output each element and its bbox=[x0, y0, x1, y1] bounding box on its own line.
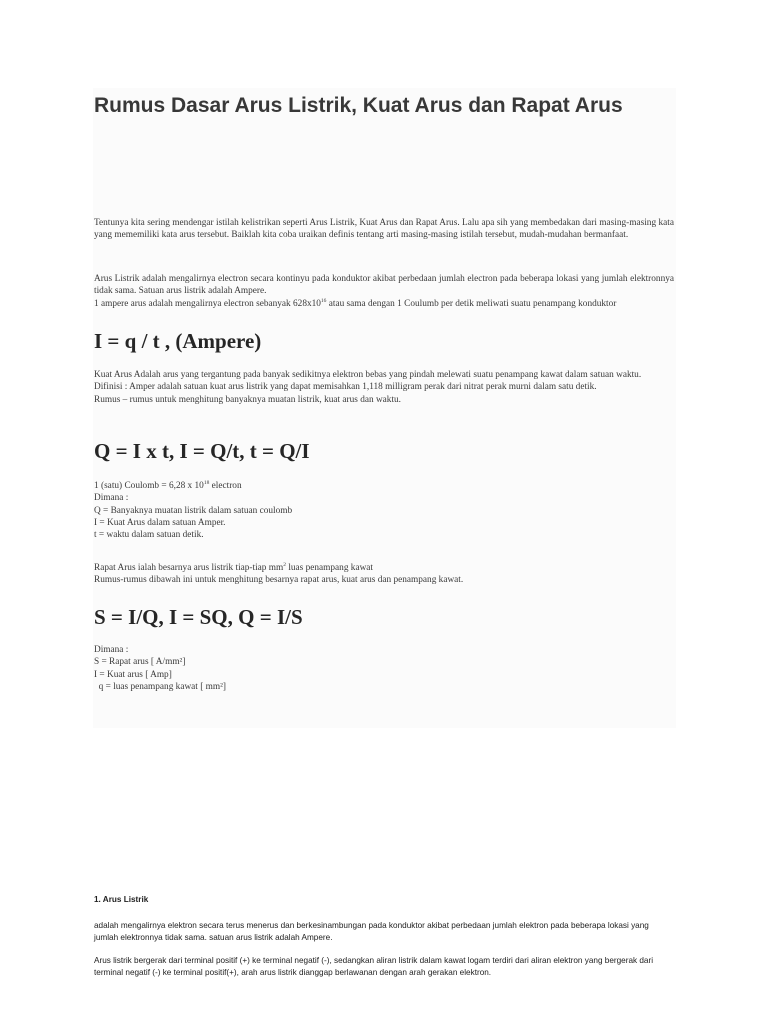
rapat-arus-text: Rapat Arus ialah besarnya arus listrik tiap-tiap mm bbox=[94, 563, 284, 573]
mm-exponent: 2 bbox=[283, 562, 286, 568]
rapat-arus-text-tail: luas penampang kawat bbox=[286, 563, 373, 573]
coulomb-definition bbox=[94, 480, 674, 492]
variable-t: t = waktu dalam satuan detik. bbox=[94, 530, 204, 541]
article-panel bbox=[93, 88, 676, 728]
page-title: Rumus Dasar Arus Listrik, Kuat Arus dan Rapat Arus bbox=[94, 94, 623, 117]
coulomb-exponent: 18 bbox=[203, 480, 210, 486]
variable-q: Q = Banyaknya muatan listrik dalam satuan coulomb bbox=[94, 505, 293, 516]
ampere-text: 1 ampere arus adalah mengalirnya electron sebanyak 628x10 bbox=[94, 298, 321, 309]
formula-density: S = I/Q, I = SQ, Q = I/S bbox=[94, 605, 303, 629]
rapat-arus-definition bbox=[94, 562, 674, 574]
coulomb-section bbox=[94, 480, 674, 541]
rumus-intro: Rumus – rumus untuk menghitung banyaknya muatan listrik, kuat arus dan waktu. bbox=[94, 394, 402, 405]
ampere-difinisi: Difinisi : Amper adalah satuan kuat arus listrik yang dapat memisahkan 1,118 milligram perak dari nitrat perak murni dalam satu detik. bbox=[94, 382, 597, 393]
coulomb-text-tail: electron bbox=[209, 481, 242, 491]
intro-paragraph: Tentunya kita sering mendengar istilah kelistrikan seperti Arus Listrik, Kuat Arus dan Rapat Arus. Lalu apa sih yang membedakan dari masing-masing kata yang mememiliki kata arus tersebut. Baiklah kita coba uraikan definis tentang arti masing-masing istilah tersebut, mudah-mudahan bermanfaat. bbox=[94, 218, 674, 241]
section-heading-arus-listrik: 1. Arus Listrik bbox=[94, 895, 149, 904]
arus-listrik-paragraph-2: Arus listrik bergerak dari terminal positif (+) ke terminal negatif (-), sedangkan aliran listrik dalam kawat logam terdiri dari aliran elektron yang bergerak dari terminal negatif (-) ke terminal positif(+), arah arus listrik dianggap berlawanan dengan arah gerakan elektron. bbox=[94, 956, 654, 977]
arus-listrik-text: Arus Listrik adalah mengalirnya electron secara kontinyu pada konduktor akibat perbedaan jumlah electron pada beberapa lokasi yang jumlah elektronnya tidak sama. Satuan arus listrik adalah Ampere. bbox=[94, 274, 674, 297]
variable-i: I = Kuat Arus dalam satuan Amper. bbox=[94, 517, 226, 528]
dimana-label: Dimana : bbox=[94, 493, 129, 504]
ampere-definition bbox=[94, 298, 674, 310]
arus-listrik-paragraph-1: adalah mengalirnya elektron secara terus menerus dan berkesinambungan pada konduktor akibat perbedaan jumlah elektron pada beberapa lokasi yang jumlah elektronnya tidak sama. satuan arus listrik adalah Ampere. bbox=[94, 921, 649, 942]
variable-s: S = Rapat arus [ A/mm²] bbox=[94, 657, 186, 668]
ampere-text-tail: atau sama dengan 1 Coulumb per detik meliwati suatu penampang konduktor bbox=[326, 298, 617, 309]
kuat-arus-section bbox=[94, 369, 674, 406]
dimana-section-2 bbox=[94, 644, 674, 693]
dimana-label-2: Dimana : bbox=[94, 645, 129, 655]
variable-i-amp: I = Kuat arus [ Amp] bbox=[94, 669, 172, 680]
formula-charge: Q = I x t, I = Q/t, t = Q/I bbox=[94, 439, 310, 463]
kuat-arus-definition: Kuat Arus Adalah arus yang tergantung pada banyak sedikitnya elektron bebas yang pindah melewati suatu penampang kawat dalam satuan waktu. bbox=[94, 370, 642, 380]
rapat-arus-section bbox=[94, 562, 674, 587]
coulomb-text: 1 (satu) Coulomb = 6,28 x 10 bbox=[94, 481, 204, 491]
rapat-arus-rumus: Rumus-rumus dibawah ini untuk menghitung besarnya rapat arus, kuat arus dan penampang kawat. bbox=[94, 575, 464, 586]
variable-q-area: q = luas penampang kawat [ mm²] bbox=[94, 681, 226, 692]
arus-listrik-definition bbox=[94, 273, 674, 310]
ampere-exponent: 16 bbox=[320, 297, 327, 304]
formula-current: I = q / t , (Ampere) bbox=[94, 329, 262, 353]
